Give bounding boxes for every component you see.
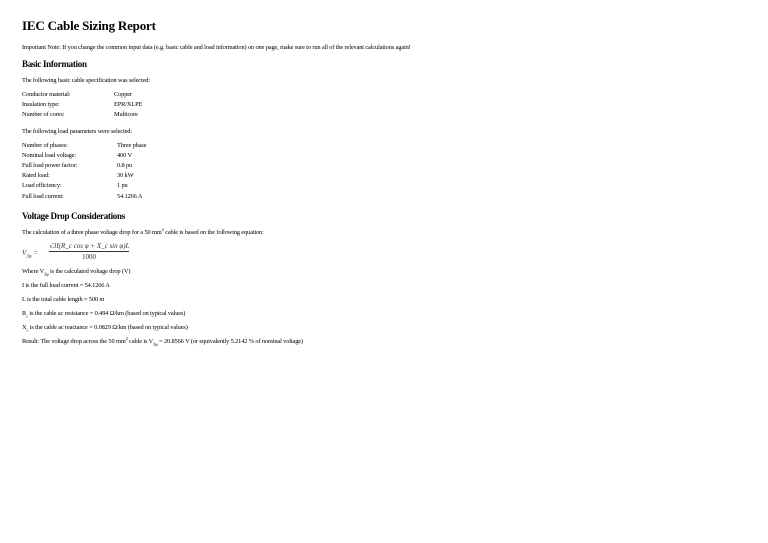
cable-spec-intro: The following basic cable specification was selected: [22, 77, 150, 84]
spec-label: Conductor material: [22, 91, 71, 98]
cable-spec-table [22, 91, 142, 122]
table-row [22, 152, 146, 162]
param-value: 54.1266 A [117, 192, 143, 200]
resistance-line [22, 310, 752, 317]
intro-text: The calculation of a three phase voltage drop for a 50 mm [22, 228, 162, 236]
spec-value: EPR/XLPE [114, 101, 143, 109]
spec-label: Insulation type: [22, 101, 60, 109]
result-line [22, 335, 752, 346]
page-title: IEC Cable Sizing Report [22, 18, 156, 33]
param-value: Three phase [117, 141, 147, 149]
spec-value: Copper [114, 91, 132, 98]
param-value: 0.8 pu [117, 161, 133, 169]
equation-lhs [22, 248, 38, 260]
where-line [22, 268, 752, 275]
where-text: is the calculated voltage drop (V) [48, 267, 131, 275]
eq-equals: = [31, 248, 38, 257]
param-label: Load efficiency: [22, 182, 62, 190]
param-value: 400 V [117, 151, 132, 159]
param-value: 30 kW [117, 172, 134, 180]
param-label: Rated load: [22, 172, 50, 180]
param-label: Number of phases: [22, 141, 68, 149]
rc-symbol: R [22, 309, 27, 317]
voltage-drop-heading: Voltage Drop Considerations [22, 210, 125, 221]
superscript: 2 [125, 335, 128, 341]
table-row [22, 172, 146, 182]
spec-label: Number of cores: [22, 111, 65, 119]
table-row [22, 111, 142, 121]
spec-value: Multicore [114, 111, 138, 119]
result-text: = 20.8566 V (or equivalently 5.2142 % of nominal voltage) [157, 337, 303, 345]
table-row [22, 142, 146, 152]
result-text: cable is V [127, 337, 154, 345]
superscript: 2 [161, 226, 164, 232]
table-row [22, 182, 146, 192]
eq-subscript: 3φ [26, 254, 32, 260]
equation-denominator: 1000 [82, 252, 96, 261]
where-text: Where V [22, 267, 45, 275]
load-params-intro: The following load parameters were selected: [22, 127, 132, 135]
subscript: c [26, 326, 29, 332]
equation-fraction [49, 242, 129, 261]
param-label: Full load current: [22, 192, 64, 200]
param-label: Nominal load voltage: [22, 151, 76, 159]
voltage-drop-equation [22, 242, 752, 264]
xc-text: is the cable ac reactance = 0.0829 Ω/km (based on typical values) [28, 323, 188, 331]
xc-symbol: X [22, 323, 27, 331]
length-line: L is the total cable length = 500 m [22, 295, 105, 303]
param-label: Full load power factor: [22, 161, 78, 169]
table-row [22, 162, 146, 172]
subscript: 3φ [44, 270, 49, 276]
current-line: I is the full load current = 54.1266 A [22, 281, 110, 289]
basic-information-heading: Basic Information [22, 59, 87, 69]
eq-symbol: V [22, 248, 27, 257]
reactance-line [22, 324, 752, 331]
subscript: c [26, 312, 28, 318]
param-value: 1 pu [117, 182, 128, 190]
voltage-drop-intro [22, 226, 752, 236]
table-row [22, 101, 142, 111]
subscript: 3φ [153, 340, 158, 346]
table-row [22, 193, 146, 203]
rc-text: is the cable ac resistance = 0.494 Ω/km (based on typical values) [27, 309, 186, 317]
report-page [22, 18, 752, 349]
intro-text: cable is based on the following equation: [163, 228, 264, 236]
equation-numerator: √3I(R_c cos φ + X_c sin φ)L [49, 241, 130, 250]
load-params-table [22, 142, 146, 203]
table-row [22, 91, 142, 101]
result-text: Result: The voltage drop across the 50 mm [22, 337, 126, 345]
important-note: Important Note: If you change the common input data (e.g. basic cable and load information) on one page, make sure to run all of the relevant calculations again! [22, 44, 411, 51]
